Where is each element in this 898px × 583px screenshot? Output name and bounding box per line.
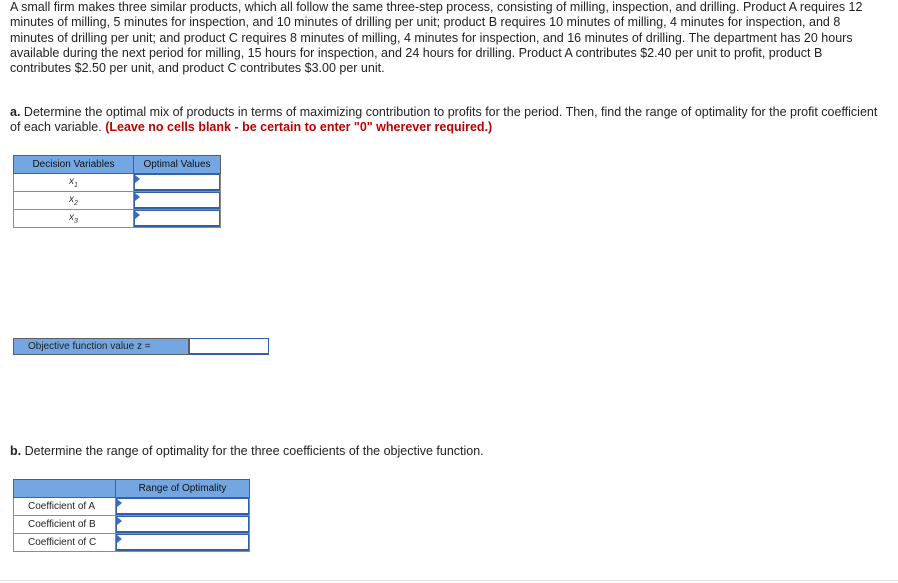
table-row <box>14 192 221 210</box>
part-b-question <box>10 444 885 459</box>
optimal-values-table <box>13 155 221 228</box>
variable-x3: $x_3$ <box>14 210 134 228</box>
input-marker-icon <box>135 175 140 183</box>
coefficient-a-input[interactable] <box>116 498 249 515</box>
header-optimal-values: Optimal Values <box>134 156 221 174</box>
table-row <box>14 498 250 516</box>
part-a-question <box>10 105 885 136</box>
part-b-text: Determine the range of optimality for the three coefficients of the objective function. <box>24 444 484 458</box>
objective-function-row <box>13 338 269 355</box>
range-of-optimality-table <box>13 479 250 552</box>
x3-value-cell <box>134 210 221 228</box>
part-a-label: a. <box>10 105 21 119</box>
coefficient-c-label: Coefficient of C <box>14 534 116 552</box>
table-row <box>14 516 250 534</box>
table-row <box>14 534 250 552</box>
variable-x2: $x_2$ <box>14 192 134 210</box>
objective-value-cell <box>189 338 269 355</box>
header-decision-variables: Decision Variables <box>14 156 134 174</box>
coefficient-c-input[interactable] <box>116 534 249 551</box>
x3-value-input[interactable] <box>134 210 220 227</box>
x1-value-cell <box>134 174 221 192</box>
x2-value-cell <box>134 192 221 210</box>
coefficient-b-input[interactable] <box>116 516 249 533</box>
coefficient-c-cell <box>116 534 250 552</box>
part-a-note: (Leave no cells blank - be certain to enter "0" wherever required.) <box>105 120 493 135</box>
input-marker-icon <box>135 193 140 201</box>
input-marker-icon <box>117 499 122 507</box>
x1-value-input[interactable] <box>134 174 220 191</box>
input-marker-icon <box>135 211 140 219</box>
header-range-of-optimality: Range of Optimality <box>116 480 250 498</box>
coefficient-a-label: Coefficient of A <box>14 498 116 516</box>
header-blank <box>14 480 116 498</box>
coefficient-b-label: Coefficient of B <box>14 516 116 534</box>
table-row <box>14 174 221 192</box>
part-b-label: b. <box>10 444 22 458</box>
input-marker-icon <box>117 535 122 543</box>
variable-x1: $x_1$ <box>14 174 134 192</box>
x2-value-input[interactable] <box>134 192 220 209</box>
coefficient-b-cell <box>116 516 250 534</box>
objective-value-input[interactable] <box>189 338 269 355</box>
table-row <box>14 210 221 228</box>
objective-function-label: Objective function value z = <box>13 338 189 355</box>
part-a-text: Determine the optimal mix of products in terms of maximizing contribution to profits for the period. Then, find the range of optimality for the profit coefficient of each variable. <box>10 105 878 135</box>
page-divider <box>0 580 898 581</box>
coefficient-a-cell <box>116 498 250 516</box>
problem-statement: A small firm makes three similar products, which all follow the same three-step process, consisting of milling, inspection, and drilling. Product A requires 12 minutes of milling, 5 minutes for inspection, and 10 minutes of drilling per unit; product B requires 10 minutes of milling, 4 minutes for inspection, and 8 minutes of drilling per unit; and product C requires 8 minutes of milling, 4 minutes for inspection, and 16 minutes of drilling. The department has 20 hours available during the next period for milling, 15 hours for inspection, and 24 hours for drilling. Product A contributes $2.40 per unit to profit, product B contributes $2.50 per unit, and product C contributes $3.00 per unit. <box>10 0 863 76</box>
input-marker-icon <box>117 517 122 525</box>
